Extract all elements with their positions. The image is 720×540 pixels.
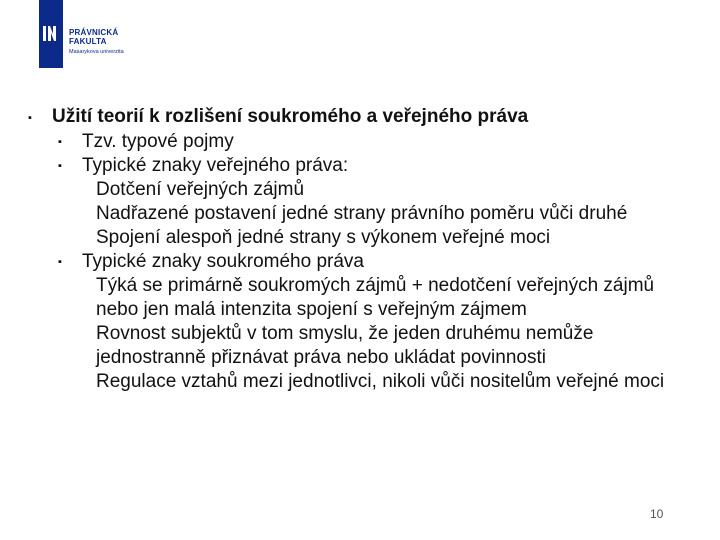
- slide-content: [28, 104, 688, 394]
- list-item-text: Tzv. typové pojmy: [82, 131, 234, 152]
- bullet-icon: ▪: [58, 160, 62, 172]
- bullet-icon: ▪: [28, 112, 32, 124]
- sub-item: Regulace vztahů mezi jednotlivci, nikoli vůči nositelům veřejné moci: [96, 371, 665, 392]
- list-item: [28, 250, 688, 274]
- list-item: [28, 130, 688, 154]
- slide-heading: [28, 104, 688, 130]
- logo-line2: FAKULTA: [69, 37, 107, 46]
- logo-subtitle: Masarykova univerzita: [69, 49, 124, 55]
- logo-line1: PRÁVNICKÁ: [69, 28, 119, 37]
- logo-bar: [39, 0, 63, 68]
- logo-text: [69, 28, 118, 46]
- list-item: [28, 154, 688, 178]
- heading-text: Užití teorií k rozlišení soukromého a veřejného práva: [52, 106, 529, 127]
- list-item-text: Typické znaky veřejného práva:: [82, 155, 349, 176]
- list-item-text: Typické znaky soukromého práva: [82, 251, 364, 272]
- sub-item: Dotčení veřejných zájmů: [96, 179, 305, 200]
- sub-item: Týká se primárně soukromých zájmů + nedotčení veřejných zájmů nebo jen malá intenzita spojení s veřejným zájmem: [96, 275, 655, 320]
- bullet-icon: ▪: [58, 256, 62, 268]
- sub-item: Nadřazené postavení jedné strany právního poměru vůči druhé: [96, 203, 628, 224]
- page-number: 10: [650, 507, 664, 521]
- logo-emblem-icon: [42, 24, 60, 44]
- sub-item: Rovnost subjektů v tom smyslu, že jeden druhému nemůže jednostranně přiznávat práva nebo ukládat povinnosti: [96, 323, 594, 368]
- bullet-icon: ▪: [58, 136, 62, 148]
- faculty-logo: [39, 0, 159, 68]
- sub-item: Spojení alespoň jedné strany s výkonem veřejné moci: [96, 227, 551, 248]
